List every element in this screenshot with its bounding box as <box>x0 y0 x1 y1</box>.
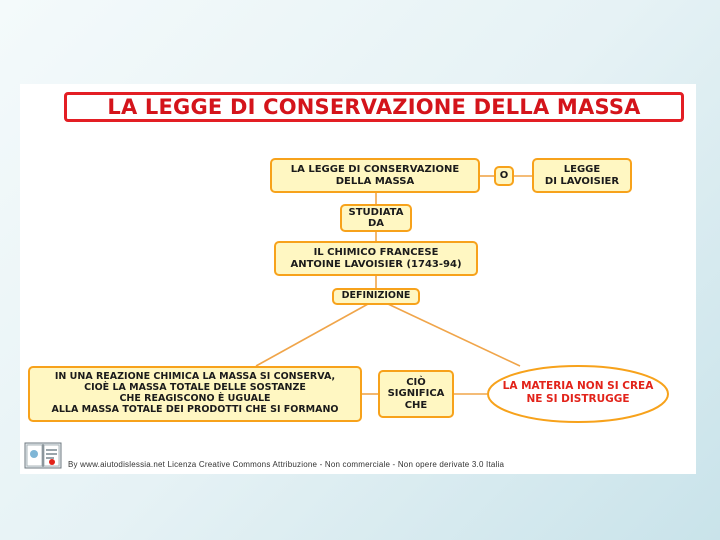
link-definition-conclusion <box>388 304 520 366</box>
license-credit: By www.aiutodislessia.net Licenza Creative Commons Attribuzione - Non commerciale - Non opere derivate 3.0 Italia <box>68 460 505 469</box>
link-definition-reaction <box>256 304 368 366</box>
node-meaning-line-1: CIÒ <box>406 376 426 388</box>
node-connector-o-label: O <box>499 170 509 182</box>
node-reaction-line-4: ALLA MASSA TOTALE DEI PRODOTTI CHE SI FORMANO <box>51 403 339 415</box>
node-studied-by-line-2: DA <box>367 218 385 229</box>
node-definition-label: DEFINIZIONE <box>341 290 411 302</box>
node-meaning-line-3: CHE <box>404 399 428 411</box>
node-reaction <box>28 366 362 422</box>
node-reaction-line-1: IN UNA REAZIONE CHIMICA LA MASSA SI CONSERVA, <box>54 371 336 383</box>
node-reaction-line-3: CHE REAGISCONO È UGUALE <box>119 393 271 404</box>
node-reaction-line-2: CIOÈ LA MASSA TOTALE DELLE SOSTANZE <box>84 382 306 394</box>
book-logo-icon <box>24 440 62 470</box>
node-alt-name-line-1: LEGGE <box>563 164 601 175</box>
node-meaning-line-2: SIGNIFICA <box>387 388 445 400</box>
node-chemist-line-1: IL CHIMICO FRANCESE <box>313 247 439 258</box>
node-law-line-2: DELLA MASSA <box>335 175 415 187</box>
node-conclusion-line-2: NE SI DISTRUGGE <box>526 393 630 405</box>
node-alt-name <box>532 158 632 193</box>
node-conclusion <box>488 378 668 408</box>
node-definition <box>332 288 420 305</box>
slide-canvas <box>20 84 696 474</box>
node-law-line-1: LA LEGGE DI CONSERVAZIONE <box>290 164 460 175</box>
node-connector-o <box>494 166 514 186</box>
page-title: LA LEGGE DI CONSERVAZIONE DELLA MASSA <box>107 95 641 119</box>
node-chemist <box>274 241 478 276</box>
node-chemist-line-2: ANTOINE LAVOISIER (1743-94) <box>290 258 462 270</box>
title-box <box>64 92 684 122</box>
node-alt-name-line-2: DI LAVOISIER <box>544 175 620 187</box>
node-law <box>270 158 480 193</box>
node-meaning <box>378 370 454 418</box>
node-conclusion-line-1: LA MATERIA NON SI CREA <box>502 380 654 393</box>
node-studied-by <box>340 204 412 232</box>
node-studied-by-line-1: STUDIATA <box>348 206 404 218</box>
